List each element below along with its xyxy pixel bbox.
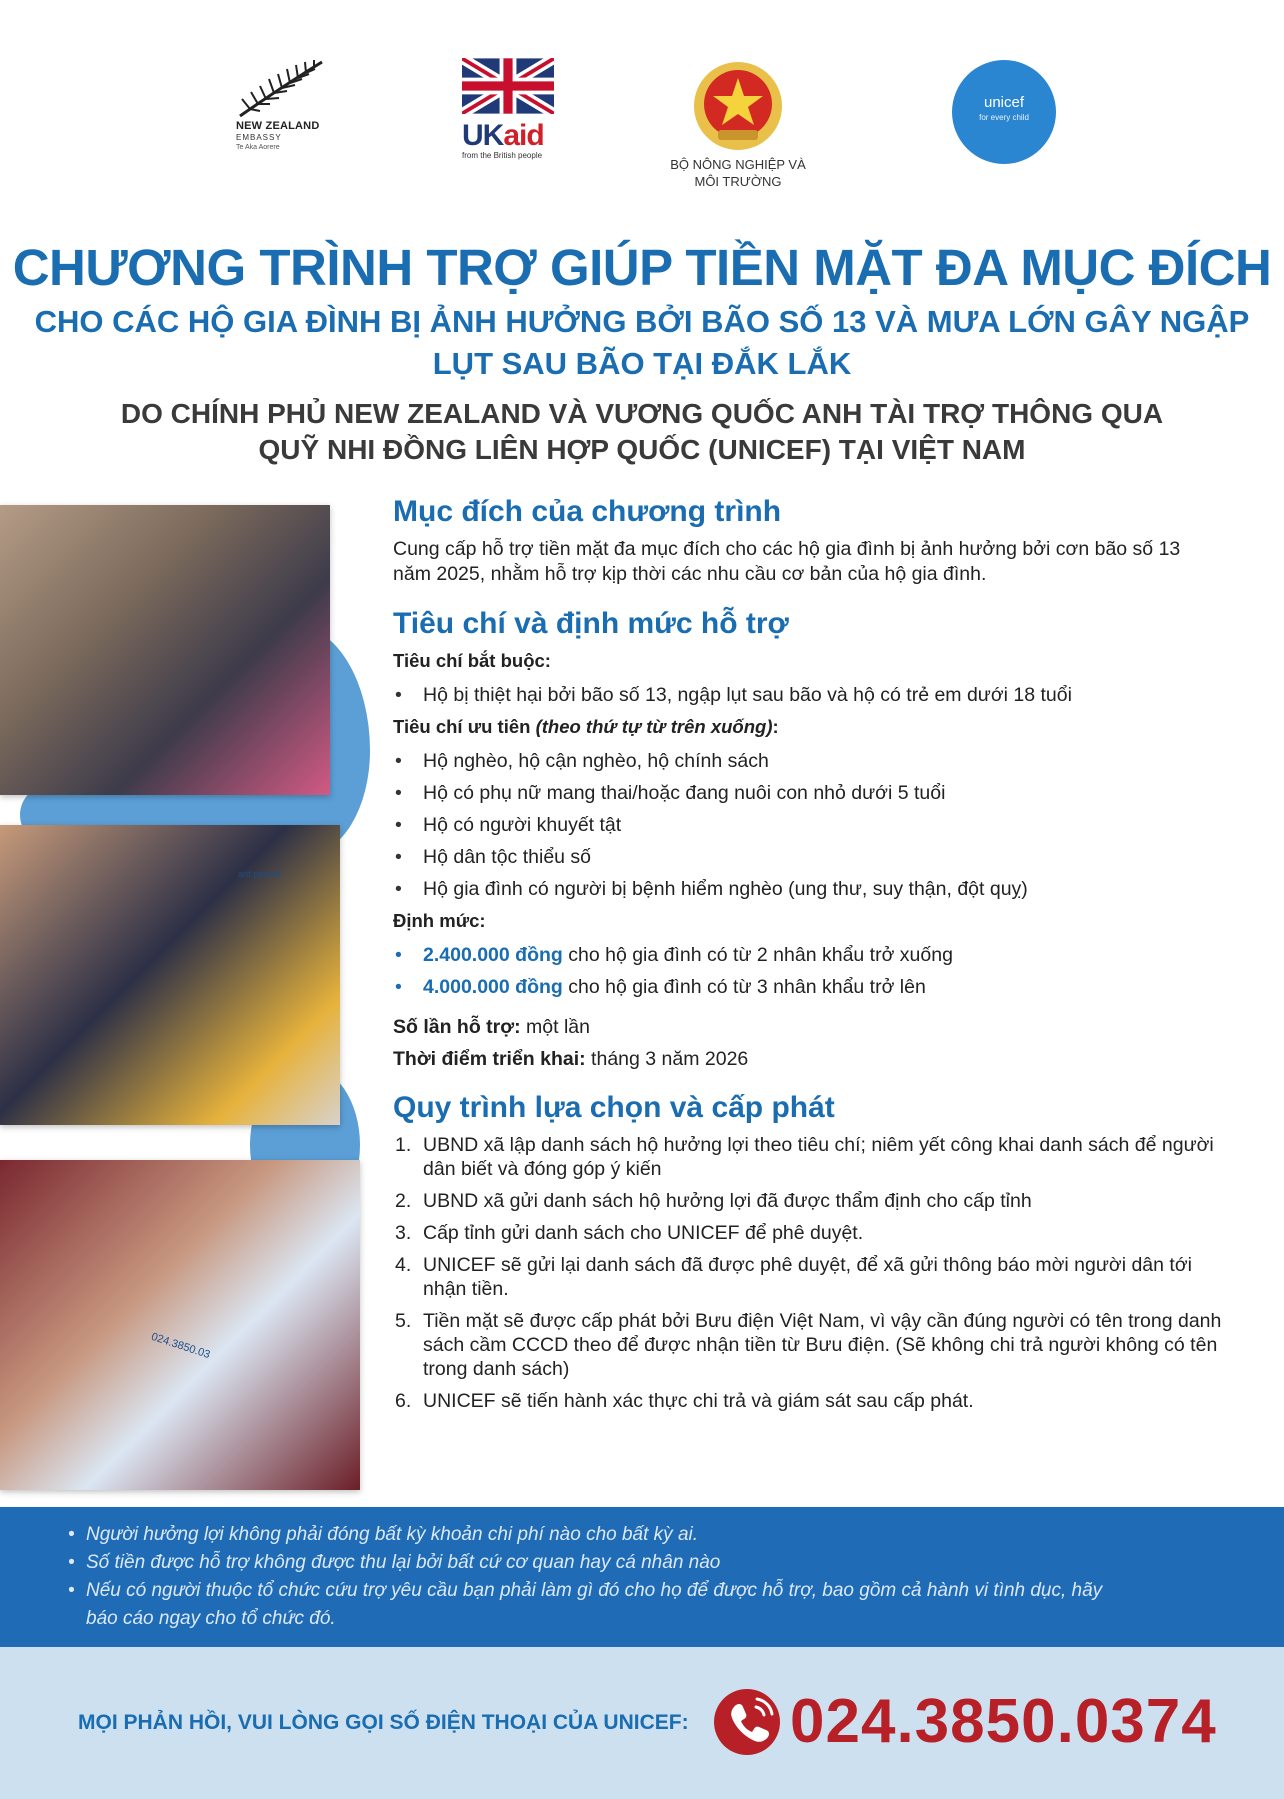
schedule-value: tháng 3 năm 2026 — [585, 1048, 749, 1070]
main-title: CHƯƠNG TRÌNH TRỢ GIÚP TIỀN MẶT ĐA MỤC ĐÍCH — [12, 239, 1272, 296]
list-item: • Hộ dân tộc thiểu số — [393, 841, 1223, 873]
main-content — [393, 495, 1223, 1421]
step-text: UNICEF sẽ tiến hành xác thực chi trả và giám sát sau cấp phát. — [423, 1390, 974, 1412]
step-number: 5. — [395, 1310, 412, 1332]
support-times-value: một lần — [520, 1016, 590, 1038]
amount-value: 2.400.000 đồng — [423, 944, 563, 966]
schedule-label: Thời điểm triển khai: — [393, 1048, 586, 1070]
list-item: • Người hưởng lợi không phải đóng bất kỳ khoản chi phí nào cho bất kỳ ai. — [82, 1521, 1284, 1549]
support-times-label: Số lần hỗ trợ: — [393, 1016, 521, 1038]
list-item: • Hộ gia đình có người bị bệnh hiểm nghèo (ung thư, suy thận, đột quỵ) — [393, 873, 1223, 905]
photo-leaflet-phone: 024.3850.03 — [149, 1330, 212, 1362]
list-item: • Hộ có người khuyết tật — [393, 809, 1223, 841]
mandatory-criteria-label: Tiêu chí bắt buộc: — [393, 650, 551, 671]
list-item — [393, 1133, 1223, 1181]
subtitle-line-1: CHO CÁC HỘ GIA ĐÌNH BỊ ẢNH HƯỞNG BỞI BÃO SỐ 13 VÀ MƯA LỚN GÂY NGẬP — [34, 304, 1250, 339]
unicef-logo — [952, 60, 1056, 164]
photo-column — [0, 505, 375, 1495]
priority-label-text: Tiêu chí ưu tiên — [393, 716, 531, 737]
purpose-heading: Mục đích của chương trình — [393, 495, 782, 528]
amount-list — [393, 939, 1223, 1003]
step-number: 2. — [395, 1190, 412, 1212]
ministry-name-line1: BỘ NÔNG NGHIỆP VÀ — [670, 157, 806, 172]
partner-logos — [0, 50, 1284, 200]
criteria-heading: Tiêu chí và định mức hỗ trợ — [393, 607, 789, 640]
list-item: • Hộ nghèo, hộ cận nghèo, hộ chính sách — [393, 745, 1223, 777]
amount-desc: cho hộ gia đình có từ 2 nhân khẩu trở xuống — [562, 944, 953, 966]
step-number: 6. — [395, 1390, 412, 1412]
list-item — [393, 1389, 1223, 1413]
step-text: UBND xã gửi danh sách hộ hưởng lợi đã được thẩm định cho cấp tỉnh — [423, 1190, 1032, 1212]
process-steps — [393, 1133, 1223, 1413]
list-item — [393, 939, 1223, 971]
step-text: Tiền mặt sẽ được cấp phát bởi Bưu điện Việt Nam, vì vậy cần đúng người có tên trong danh sách cầm CCCD theo để được nhận tiền từ Bưu điện. (Sẽ không chi trả người không có tên trong danh sách) — [423, 1310, 1222, 1380]
nz-embassy-logo — [236, 58, 346, 152]
ukaid-aid-text: aid — [503, 119, 544, 152]
ukaid-logo — [462, 58, 562, 161]
list-item — [393, 971, 1223, 1003]
list-item — [393, 1189, 1223, 1213]
purpose-text: Cung cấp hỗ trợ tiền mặt đa mục đích cho các hộ gia đình bị ảnh hưởng bởi cơn bão số 13 năm 2025, nhằm hỗ trợ kịp thời các nhu cầu cơ bản của hộ gia đình. — [393, 538, 1181, 585]
fern-icon — [236, 58, 328, 118]
priority-label-note: (theo thứ tự từ trên xuống) — [530, 716, 773, 737]
ministry-name-line2: MÔI TRƯỜNG — [694, 174, 782, 189]
ukaid-wordmark — [462, 121, 562, 151]
union-jack-icon — [462, 58, 554, 114]
mandatory-criteria-list — [393, 679, 1223, 711]
unicef-wordmark: unicef — [983, 94, 1025, 111]
unicef-tagline: for every child — [979, 113, 1029, 122]
ukaid-uk-text: UK — [462, 119, 504, 152]
priority-criteria-label — [393, 715, 1223, 739]
step-text: Cấp tỉnh gửi danh sách cho UNICEF để phê duyệt. — [423, 1222, 864, 1244]
process-heading: Quy trình lựa chọn và cấp phát — [393, 1091, 835, 1124]
amount-label: Định mức: — [393, 910, 486, 931]
amount-value: 4.000.000 đồng — [423, 976, 563, 998]
support-times — [393, 1011, 1223, 1043]
schedule — [393, 1043, 1223, 1075]
step-number: 3. — [395, 1222, 412, 1244]
photo-woman-holding-baby — [0, 825, 340, 1125]
nz-logo-line3: Te Aka Aorere — [236, 144, 280, 151]
ministry-logo — [660, 60, 816, 190]
sponsor-line-2: QUỸ NHI ĐỒNG LIÊN HỢP QUỐC (UNICEF) TẠI VIỆT NAM — [258, 434, 1026, 465]
list-item: • Nếu có người thuộc tổ chức cứu trợ yêu cầu bạn phải làm gì đó cho họ để được hỗ trợ, bao gồm cả hành vi tình dục, hãy báo cáo ngay cho tổ chức đó. — [82, 1577, 1284, 1633]
step-number: 1. — [395, 1134, 412, 1156]
step-number: 4. — [395, 1254, 412, 1276]
nz-logo-line1: NEW ZEALAND — [236, 120, 320, 132]
feedback-prompt: MỌI PHẢN HỒI, VUI LÒNG GỌI SỐ ĐIỆN THOẠI CỦA UNICEF: — [78, 1711, 689, 1734]
notice-list — [0, 1507, 1284, 1633]
photo-hands-passing-leaflet — [0, 1160, 360, 1490]
nz-logo-line2: EMBASSY — [236, 133, 282, 142]
national-emblem-icon — [692, 60, 784, 152]
ukaid-tagline: from the British people — [462, 151, 543, 160]
list-item: • Số tiền được hỗ trợ không được thu lại bởi bất cứ cơ quan hay cá nhân nào — [82, 1549, 1284, 1577]
list-item: • Hộ bị thiệt hại bởi bão số 13, ngập lụt sau bão và hộ có trẻ em dưới 18 tuổi — [393, 679, 1223, 711]
step-text: UNICEF sẽ gửi lại danh sách đã được phê duyệt, để xã gửi thông báo mời người dân tới nhận tiền. — [423, 1254, 1192, 1300]
amount-desc: cho hộ gia đình có từ 3 nhân khẩu trở lên — [562, 976, 926, 998]
contact-footer — [0, 1647, 1284, 1799]
list-item — [393, 1309, 1223, 1381]
list-item: • Hộ có phụ nữ mang thai/hoặc đang nuôi con nhỏ dưới 5 tuổi — [393, 777, 1223, 809]
photo-poster-text: ard penerit — [238, 869, 282, 879]
unicef-phone-number[interactable]: 024.3850.0374 — [790, 1687, 1217, 1756]
notice-band — [0, 1507, 1284, 1647]
photo-mother-with-child-and-leaflet — [0, 505, 330, 795]
priority-criteria-list — [393, 745, 1223, 905]
step-text: UBND xã lập danh sách hộ hưởng lợi theo tiêu chí; niêm yết công khai danh sách để người dân biết và đóng góp ý kiến — [423, 1134, 1214, 1180]
list-item — [393, 1221, 1223, 1245]
priority-label-colon: : — [772, 716, 779, 737]
sponsor-line-1: DO CHÍNH PHỦ NEW ZEALAND VÀ VƯƠNG QUỐC ANH TÀI TRỢ THÔNG QUA — [120, 398, 1164, 429]
subtitle-line-2: LỤT SAU BÃO TẠI ĐẮK LẮK — [432, 346, 852, 381]
phone-icon — [712, 1687, 782, 1757]
list-item — [393, 1253, 1223, 1301]
